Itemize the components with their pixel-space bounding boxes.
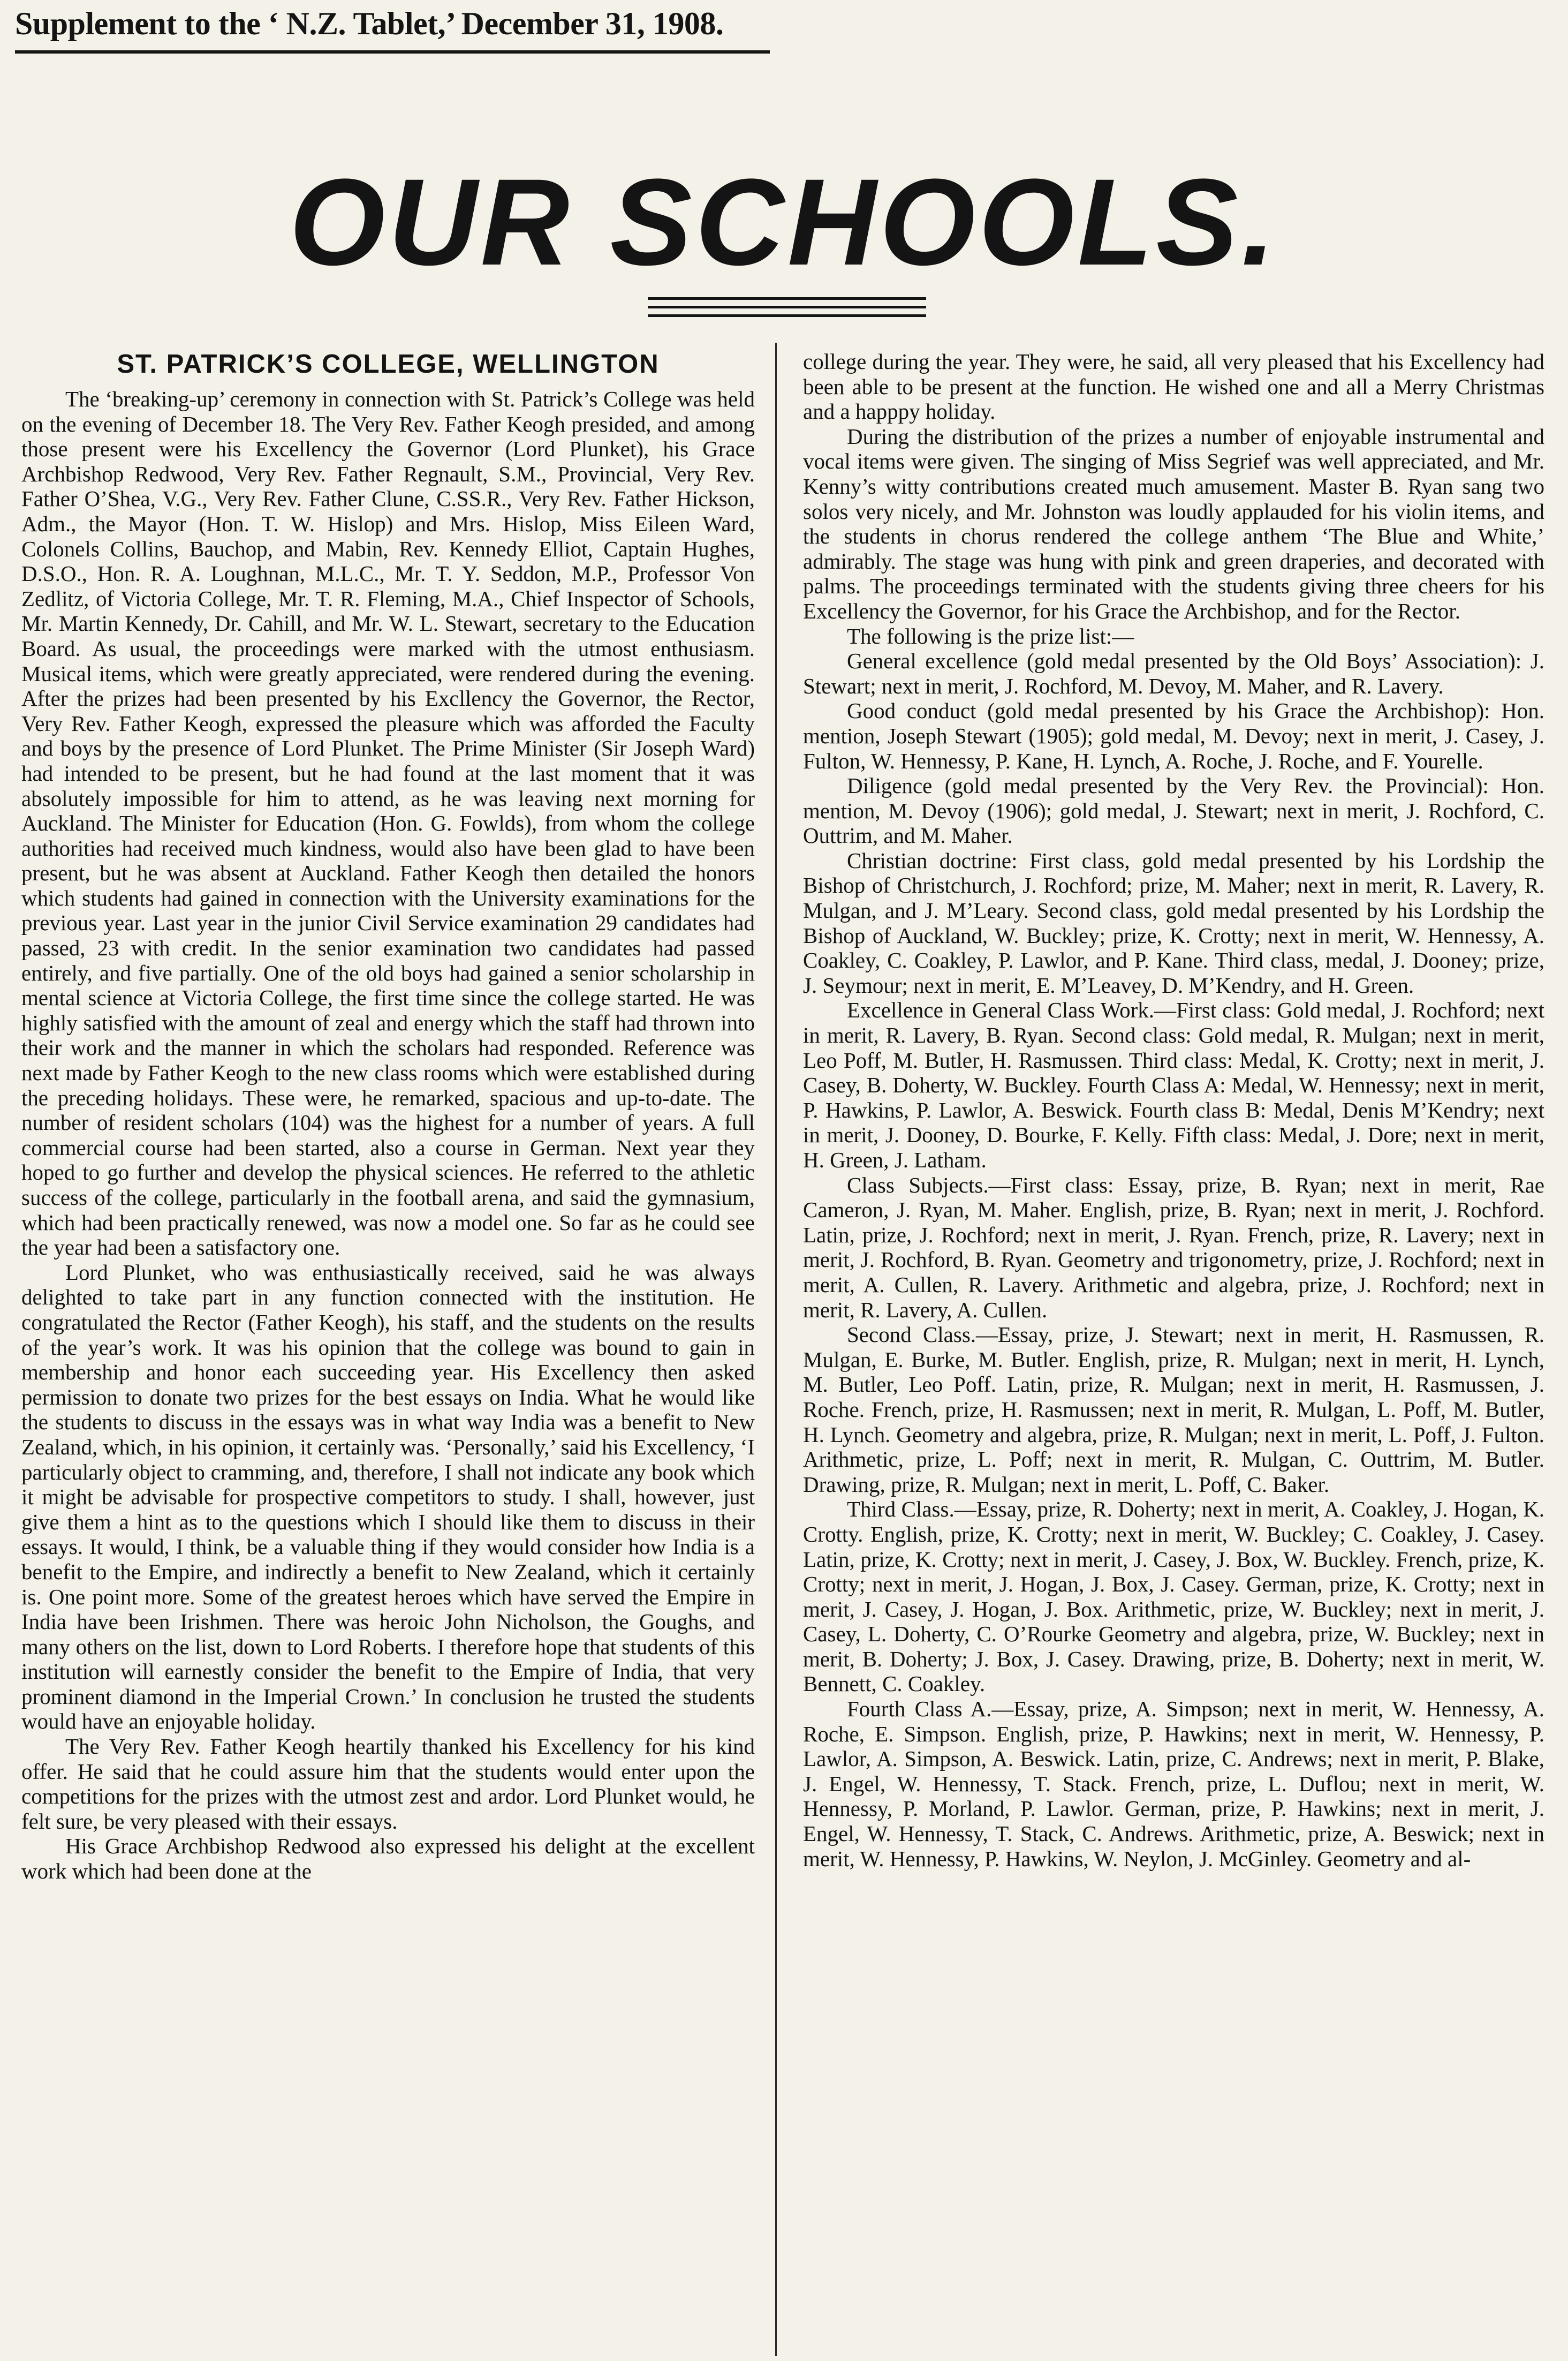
column-divider	[775, 343, 777, 2356]
masthead-rules	[648, 297, 926, 323]
article-paragraph: The Very Rev. Father Keogh heartily thanked his Excellency for his kind offer. He said that he could assure him that the students would enter upon the competitions for the prizes with the utmost zest and ardor. Lord Plunket would, he felt sure, be very pleased with their essays.	[21, 1734, 755, 1834]
article-paragraph: Lord Plunket, who was enthusiastically received, said he was always delighted to take part in any function connected with the institution. He congratulated the Rector (Father Keogh), his staff, and the students on the results of the year’s work. It was his opinion that the college was bound to gain in membership and honor each succeeding year. His Excellency then asked permission to donate two prizes for the best essays on India. What he would like the students to discuss in the essays was in what way India was a benefit to New Zealand, which, in his opinion, it certainly was. ‘Personally,’ said his Excellency, ‘I particularly object to cramming, and, therefore, I shall not indicate any book which it might be advisable for prospective competitors to study. I shall, however, just give them a hint as to the questions which I should like them to discuss in their essays. It would, I think, be a valuable thing if they would consider how India is a benefit to the Empire, and indirectly a benefit to New Zealand, which it certainly is. One point more. Some of the greatest heroes which have served the Empire in India have been Irishmen. There was heroic John Nicholson, the Goughs, and many others on the list, down to Lord Roberts. I therefore hope that students of this institution will earnestly consider the benefit to the Empire of India, that very prominent diamond in the Imperial Crown.’ In conclusion he trusted the students would have an enjoyable holiday.	[21, 1259, 755, 1734]
prize-entry: Class Subjects.—First class: Essay, prize, B. Ryan; next in merit, Rae Cameron, J. Ryan, M. Maher. English, prize, B. Ryan; next in merit, J. Rochford. Latin, prize, J. Rochford; next in merit, J. Ryan. French, prize, R. Lavery; next in merit, J. Rochford, B. Ryan. Geometry and trigonometry, prize, J. Rochford; next in merit, A. Cullen, R. Lavery. Arithmetic and algebra, prize, J. Rochford; next in merit, R. Lavery, A. Cullen.	[803, 1172, 1544, 1322]
article-paragraph: During the distribution of the prizes a number of enjoyable instrumental and vocal items were given. The singing of Miss Segrief was well appreciated, and Mr. Kenny’s witty contributions created much amusement. Master B. Ryan sang two solos very nicely, and Mr. Johnston was loudly applauded for his violin items, and the students in chorus rendered the college anthem ‘The Blue and White,’ admirably. The stage was hung with pink and green draperies, and decorated with palms. The proceedings terminated with the students giving three cheers for his Excellency the Governor, for his Grace the Archbishop, and for the Rector.	[803, 424, 1544, 623]
right-column	[803, 349, 1544, 2352]
masthead-title: OUR SCHOOLS.	[289, 153, 1279, 291]
article-paragraph: college during the year. They were, he said, all very pleased that his Excellency had been able to be present at the function. He wished one and all a Merry Christmas and a happpy holiday.	[803, 349, 1544, 424]
article-paragraph: His Grace Archbishop Redwood also expressed his delight at the excellent work which had been done at the	[21, 1834, 755, 1884]
prize-entry: Third Class.—Essay, prize, R. Doherty; next in merit, A. Coakley, J. Hogan, K. Crotty. English, prize, K. Crotty; next in merit, W. Buckley; C. Coakley, J. Casey. Latin, prize, K. Crotty; next in merit, J. Casey, J. Box, W. Buckley. French, prize, K. Crotty; next in merit, J. Hogan, J. Box, J. Casey. German, prize, K. Crotty; next in merit, J. Casey, J. Hogan, J. Box. Arithmetic, prize, W. Buckley; next in merit, J. Casey, L. Doherty, C. O’Rourke Geometry and algebra, prize, W. Buckley; next in merit, B. Doherty; J. Box, J. Casey. Drawing, prize, B. Doherty; next in merit, W. Bennett, C. Coakley.	[803, 1497, 1544, 1696]
masthead-rule	[648, 306, 926, 308]
left-column	[21, 349, 755, 2352]
prize-entry: Christian doctrine: First class, gold medal presented by his Lordship the Bishop of Christchurch, J. Rochford; prize, M. Maher; next in merit, R. Lavery, R. Mulgan, and J. M’Leary. Second class, gold medal presented by his Lordship the Bishop of Auckland, W. Buckley; prize, K. Crotty; next in merit, W. Hennessy, A. Coakley, C. Coakley, P. Lawlor, and P. Kane. Third class, medal, J. Dooney; prize, J. Seymour; next in merit, E. M’Leavey, D. M’Kendry, and H. Green.	[803, 848, 1544, 998]
prize-entry: Diligence (gold medal presented by the Very Rev. the Provincial): Hon. mention, M. Devoy (1906); gold medal, J. Stewart; next in merit, J. Rochford, C. Outtrim, and M. Maher.	[803, 773, 1544, 848]
prize-entry: Fourth Class A.—Essay, prize, A. Simpson; next in merit, W. Hennessy, A. Roche, E. Simpson. English, prize, P. Hawkins; next in merit, W. Hennessy, P. Lawlor, A. Simpson, A. Beswick. Latin, prize, C. Andrews; next in merit, P. Blake, J. Engel, W. Hennessy, T. Stack. French, prize, L. Duflou; next in merit, W. Hennessy, P. Morland, P. Lawlor. German, prize, P. Hawkins; next in merit, J. Engel, W. Hennessy, T. Stack, C. Andrews. Arithmetic, prize, A. Beswick; next in merit, W. Hennessy, P. Hawkins, W. Neylon, J. McGinley. Geometry and al-	[803, 1696, 1544, 1871]
masthead-rule	[648, 297, 926, 300]
prize-list-intro: The following is the prize list:—	[847, 623, 1134, 648]
article-headline: ST. PATRICK’S COLLEGE, WELLINGTON	[117, 350, 660, 379]
supplement-header: Supplement to the ‘ N.Z. Tablet,’ December 31, 1908.	[15, 6, 724, 41]
prize-entry: Excellence in General Class Work.—First class: Gold medal, J. Rochford; next in merit, R. Lavery, B. Ryan. Second class: Gold medal, R. Mulgan; next in merit, Leo Poff, M. Butler, H. Rasmussen. Third class: Medal, K. Crotty; next in merit, J. Casey, B. Doherty, W. Buckley. Fourth Class A: Medal, W. Hennessy; next in merit, P. Hawkins, P. Lawlor, A. Beswick. Fourth class B: Medal, Denis M’Kendry; next in merit, J. Dooney, D. Bourke, F. Kelly. Fifth class: Medal, J. Dore; next in merit, H. Green, J. Latham.	[803, 998, 1544, 1172]
prize-entry: Good conduct (gold medal presented by his Grace the Archbishop): Hon. mention, Joseph Stewart (1905); gold medal, M. Devoy; next in merit, J. Casey, J. Fulton, W. Hennessy, P. Kane, H. Lynch, A. Roche, J. Roche, and F. Yourelle.	[803, 698, 1544, 773]
masthead-rule	[648, 314, 926, 317]
article-paragraph: The ‘breaking-up’ ceremony in connection with St. Patrick’s College was held on the evening of December 18. The Very Rev. Father Keogh presided, and among those present were his Excellency the Governor (Lord Plunket), his Grace Archbishop Redwood, Very Rev. Father Regnault, S.M., Provincial, Very Rev. Father O’Shea, V.G., Very Rev. Father Clune, C.SS.R., Very Rev. Father Hickson, Adm., the Mayor (Hon. T. W. Hislop) and Mrs. Hislop, Miss Eileen Ward, Colonels Collins, Bauchop, and Mabin, Rev. Kennedy Elliot, Captain Hughes, D.S.O., Hon. R. A. Loughnan, M.L.C., Mr. T. Y. Seddon, M.P., Professor Von Zedlitz, of Victoria College, Mr. T. R. Fleming, M.A., Chief Inspector of Schools, Mr. Martin Kennedy, Dr. Cahill, and Mr. W. L. Stewart, secretary to the Education Board. As usual, the proceedings were marked with the utmost enthusiasm. Musical items, which were greatly appreciated, were rendered during the evening. After the prizes had been presented by his Excllency the Governor, the Rector, Very Rev. Father Keogh, expressed the pleasure which was afforded the Faculty and boys by the presence of Lord Plunket. The Prime Minister (Sir Joseph Ward) had intended to be present, but he had found at the last moment that it was absolutely impossible for him to attend, as he was leaving next morning for Auckland. The Minister for Education (Hon. G. Fowlds), from whom the college authorities had received much kindness, would also have been glad to have been present, but he was absent at Auckland. Father Keogh then detailed the honors which students had gained in connection with the University examinations for the previous year. Last year in the junior Civil Service examination 29 candidates had passed, 23 with credit. In the senior examination two candidates had passed entirely, and five partially. One of the old boys had gained a senior scholarship in mental science at Victoria College, the first time since the college started. He was highly satisfied with the amount of zeal and energy which the staff had thrown into their work and the manner in which the scholars had responded. Reference was next made by Father Keogh to the new class rooms which were established during the preceding holidays. These were, he remarked, spacious and up-to-date. The number of resident scholars (104) was the highest for a number of years. A full commercial course had been started, also a course in German. Next year they hoped to go further and develop the physical sciences. He referred to the athletic success of the college, particularly in the football arena, and said the gymnasium, which had been practically renewed, was now a model one. So far as he could see the year had been a satisfactory one.	[21, 387, 755, 1260]
header-rule	[15, 50, 770, 54]
prize-entry: General excellence (gold medal presented by the Old Boys’ Association): J. Stewart; next in merit, J. Rochford, M. Devoy, M. Maher, and R. Lavery.	[803, 648, 1544, 698]
prize-entry: Second Class.—Essay, prize, J. Stewart; next in merit, H. Rasmussen, R. Mulgan, E. Burke, M. Butler. English, prize, R. Mulgan; next in merit, H. Lynch, M. Butler, Leo Poff. Latin, prize, R. Mulgan; next in merit, H. Rasmussen, J. Roche. French, prize, H. Rasmussen; next in merit, R. Mulgan, L. Poff, M. Butler, H. Lynch. Geometry and algebra, prize, R. Mulgan; next in merit, L. Poff, J. Fulton. Arithmetic, prize, L. Poff; next in merit, R. Mulgan, C. Outtrim, M. Butler. Drawing, prize, R. Mulgan; next in merit, L. Poff, C. Baker.	[803, 1322, 1544, 1497]
